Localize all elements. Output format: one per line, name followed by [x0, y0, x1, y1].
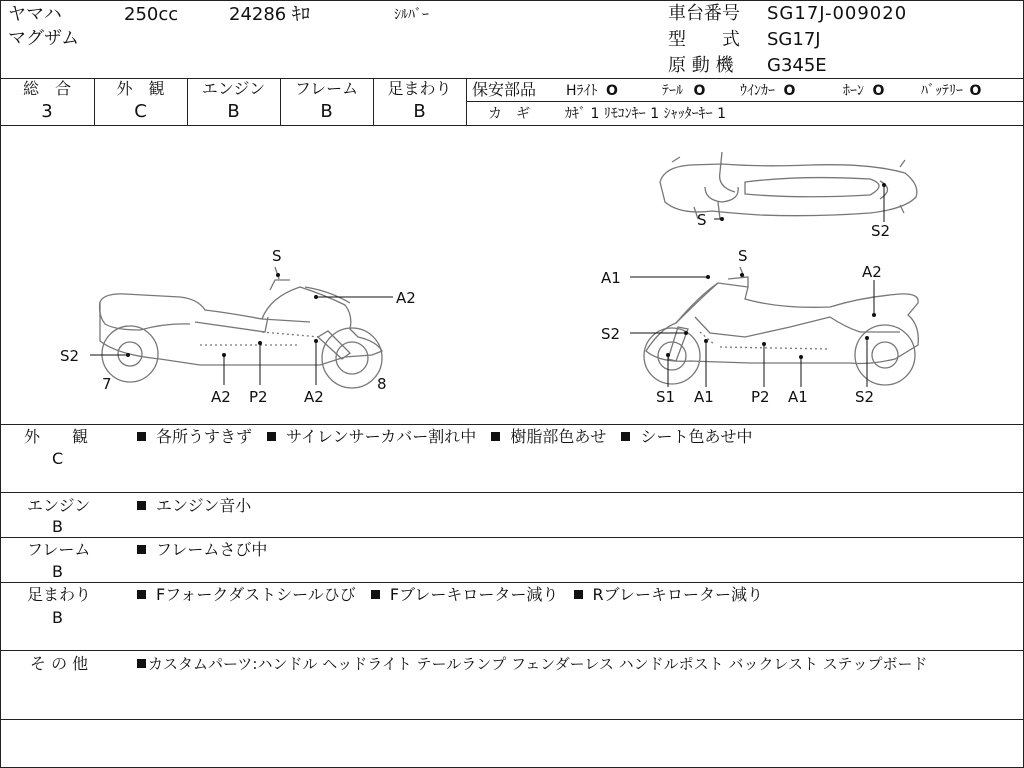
remark-grade-engine: B [52, 517, 63, 536]
remark-label-frame: フレーム [27, 540, 91, 559]
remark-item: 各所うすきず [156, 427, 253, 446]
safety-tail-mark: O [693, 83, 706, 99]
remark-item: Fブレーキローター減り [389, 585, 559, 604]
label-right-p2: P2 [751, 388, 770, 406]
diagram-labels [60, 211, 890, 406]
displacement: 250cc [124, 4, 179, 25]
bullet-icon [137, 501, 146, 510]
top-view-scooter-icon [660, 152, 917, 219]
remark-label-exterior: 外 観 [24, 427, 89, 446]
bullet-icon [137, 432, 146, 441]
bullet-icon [371, 590, 380, 599]
remark-item: エンジン音小 [156, 496, 252, 515]
label-right-s2-b: S2 [855, 388, 875, 406]
safety-winker [740, 82, 795, 100]
label-left-a2-top: A2 [396, 289, 416, 307]
label-right-s2: S2 [601, 325, 621, 343]
remark-item: カスタムパーツ:ハンドル ヘッドライト テールランプ フェンダーレス ハンドルポスト バックレスト ステップボード [148, 655, 928, 673]
safety-tail [662, 82, 705, 100]
grade-value-suspension: B [413, 101, 426, 122]
bullet-icon [267, 432, 276, 441]
bullet-icon [574, 590, 583, 599]
label-right-a1: A1 [601, 269, 621, 287]
remark-label-engine: エンジン [27, 496, 91, 515]
label-right-s: S [738, 247, 748, 265]
grade-label-exterior: 外 観 [116, 79, 165, 98]
remark-items-engine [137, 497, 251, 515]
label-left-7: 7 [102, 375, 112, 393]
remarks-sep-2 [0, 537, 1024, 538]
frame-number-label: 車台番号 [668, 3, 740, 24]
remark-items-other [137, 655, 927, 673]
key-label: カ ギ [488, 106, 530, 122]
model-name: マグザム [8, 28, 80, 49]
grade-label-overall: 総 合 [22, 79, 71, 98]
safety-tail-label: ﾃｰﾙ [662, 83, 683, 99]
remark-items-frame [137, 541, 267, 559]
remark-item: サイレンサーカバー割れ中 [286, 427, 477, 446]
remark-grade-exterior: C [52, 449, 64, 468]
bullet-icon [137, 590, 146, 599]
safety-horn-label: ﾎｰﾝ [843, 83, 864, 99]
label-top-s2: S2 [871, 222, 891, 240]
safety-headlight-mark: O [605, 83, 618, 99]
label-left-a2-b2: A2 [304, 388, 324, 406]
safety-horn-mark: O [872, 83, 885, 99]
grade-value-engine: B [227, 101, 240, 122]
remark-label-suspension: 足まわり [27, 585, 92, 604]
label-right-a1-b2: A1 [788, 388, 808, 406]
label-top-s: S [697, 211, 707, 229]
maker-name: ヤマハ [8, 4, 62, 25]
grade-label-frame: フレーム [294, 79, 359, 98]
grade-value-frame: B [320, 101, 333, 122]
safety-winker-label: ｳｲﾝｶｰ [740, 83, 775, 99]
grade-sep-5 [466, 78, 467, 126]
remarks-sep-4 [0, 650, 1024, 651]
grade-label-suspension: 足まわり [387, 79, 452, 98]
border-top [0, 0, 1024, 1]
remark-item: Rブレーキローター減り [592, 585, 764, 604]
type-value: SG17J [767, 29, 821, 50]
body-color: ｼﾙﾊﾞｰ [394, 7, 429, 23]
frame-number: SG17J-009020 [767, 3, 908, 24]
engine-value: G345E [767, 55, 827, 76]
safety-headlight [566, 82, 618, 100]
remark-item: 樹脂部色あせ [510, 427, 607, 446]
remark-items-exterior [137, 428, 753, 446]
remark-item: Fフォークダストシールひび [156, 585, 356, 604]
label-right-a1-b1: A1 [694, 388, 714, 406]
remark-item: フレームさび中 [156, 540, 268, 559]
label-left-s2: S2 [60, 347, 80, 365]
bullet-icon [491, 432, 500, 441]
type-label: 型 式 [668, 29, 740, 50]
remark-grade-frame: B [52, 562, 63, 581]
safety-headlight-label: Hﾗｲﾄ [566, 83, 598, 99]
remarks-sep-3 [0, 582, 1024, 583]
right-side-scooter-icon [644, 267, 918, 385]
safety-divider [467, 101, 1024, 102]
label-left-a2-b1: A2 [211, 388, 231, 406]
remarks-top [0, 424, 1024, 425]
remarks-sep-1 [0, 492, 1024, 493]
remark-label-other: そ の 他 [30, 654, 89, 673]
safety-battery [921, 82, 981, 100]
label-right-a2: A2 [862, 263, 882, 281]
bullet-icon [137, 545, 146, 554]
safety-winker-mark: O [783, 83, 796, 99]
remark-grade-suspension: B [52, 608, 63, 627]
label-left-s: S [272, 247, 282, 265]
engine-label: 原 動 機 [668, 55, 734, 76]
safety-parts-label: 保安部品 [472, 80, 537, 99]
safety-battery-label: ﾊﾞｯﾃﾘｰ [921, 83, 963, 99]
remark-items-suspension [137, 586, 763, 604]
mileage: 24286 ｷﾛ [229, 4, 310, 25]
grade-value-exterior: C [134, 101, 147, 122]
safety-horn [843, 82, 884, 100]
left-side-scooter-icon [100, 267, 382, 388]
label-left-p2: P2 [249, 388, 268, 406]
grade-table-bottom [0, 125, 1024, 126]
bullet-icon [621, 432, 630, 441]
grade-value-overall: 3 [41, 101, 53, 122]
bullet-icon [137, 659, 146, 668]
label-right-s1: S1 [656, 388, 676, 406]
diagram-markers [126, 183, 886, 359]
grade-label-engine: エンジン [201, 79, 266, 98]
remarks-bottom [0, 719, 1024, 720]
safety-battery-mark: O [969, 83, 982, 99]
damage-diagram [0, 127, 1024, 423]
key-list: ｶｷﾞ 1 ﾘﾓｺﾝｷｰ 1 ｼｬｯﾀｰｷｰ 1 [565, 106, 726, 122]
remark-item: シート色あせ中 [640, 427, 753, 446]
label-left-8: 8 [377, 375, 387, 393]
